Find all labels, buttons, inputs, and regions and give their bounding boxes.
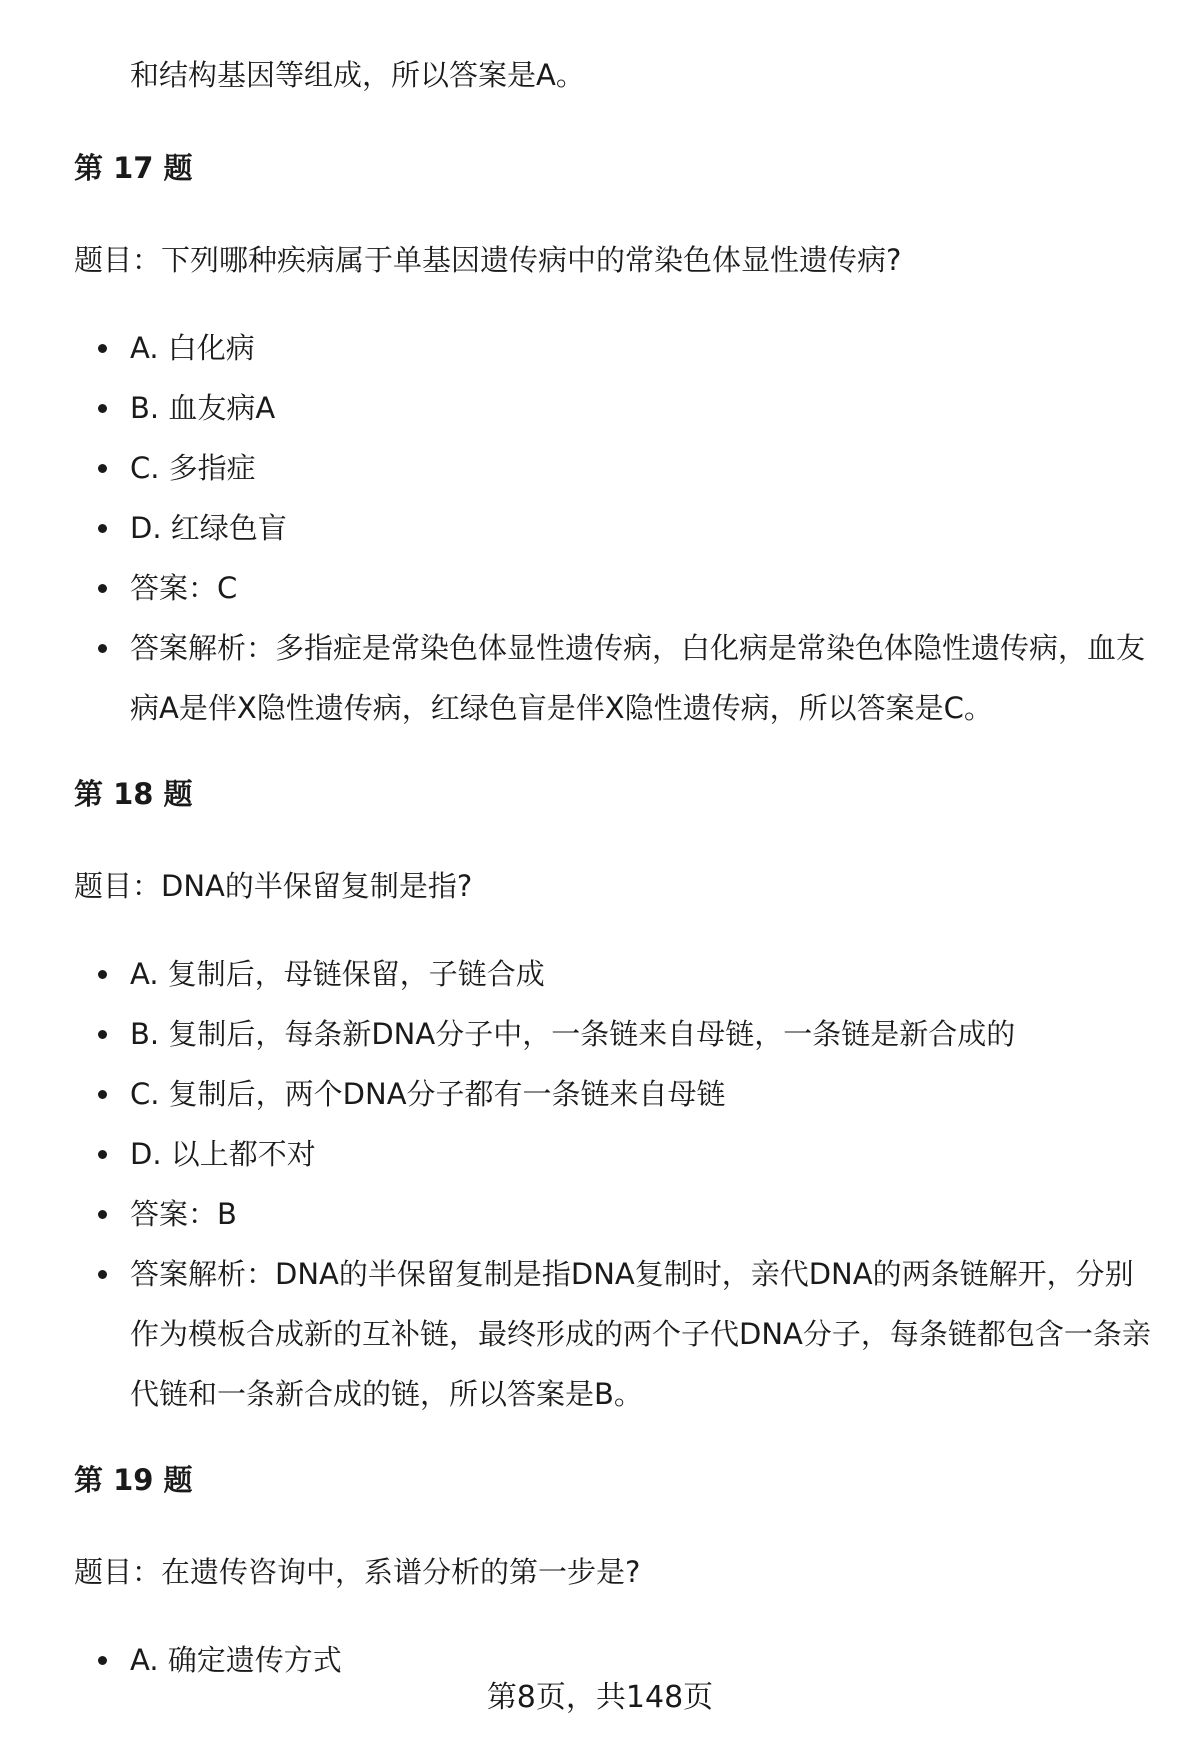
option-d: D. 以上都不对	[0, 1124, 1160, 1184]
answer: 答案：B	[0, 1184, 1160, 1244]
continuation-text: 和结构基因等组成，所以答案是A。	[130, 58, 585, 92]
option-d: D. 红绿色盲	[0, 498, 1160, 558]
question-18-options	[0, 944, 1200, 1424]
question-17-prompt: 题目：下列哪种疾病属于单基因遗传病中的常染色体显性遗传病?	[74, 243, 902, 277]
question-17-options	[0, 318, 1200, 738]
answer-explanation: 答案解析：多指症是常染色体显性遗传病，白化病是常染色体隐性遗传病，血友病A是伴X隐性遗传病，红绿色盲是伴X隐性遗传病，所以答案是C。	[0, 618, 1160, 738]
option-c: C. 复制后，两个DNA分子都有一条链来自母链	[0, 1064, 1160, 1124]
question-19-heading: 第 19 题	[74, 1463, 193, 1497]
answer-explanation: 答案解析：DNA的半保留复制是指DNA复制时，亲代DNA的两条链解开，分别作为模板合成新的互补链，最终形成的两个子代DNA分子，每条链都包含一条亲代链和一条新合成的链，所以答案是B。	[0, 1244, 1160, 1424]
option-b: B. 复制后，每条新DNA分子中，一条链来自母链，一条链是新合成的	[0, 1004, 1160, 1064]
question-19-prompt: 题目：在遗传咨询中，系谱分析的第一步是?	[74, 1555, 641, 1589]
question-18-prompt: 题目：DNA的半保留复制是指?	[74, 869, 473, 903]
page-footer: 第8页，共148页	[486, 1680, 714, 1715]
answer: 答案：C	[0, 558, 1160, 618]
option-b: B. 血友病A	[0, 378, 1160, 438]
option-a: A. 确定遗传方式	[0, 1630, 1160, 1690]
question-18-heading: 第 18 题	[74, 777, 193, 811]
option-a: A. 复制后，母链保留，子链合成	[0, 944, 1160, 1004]
question-17-heading: 第 17 题	[74, 151, 193, 185]
option-c: C. 多指症	[0, 438, 1160, 498]
option-a: A. 白化病	[0, 318, 1160, 378]
